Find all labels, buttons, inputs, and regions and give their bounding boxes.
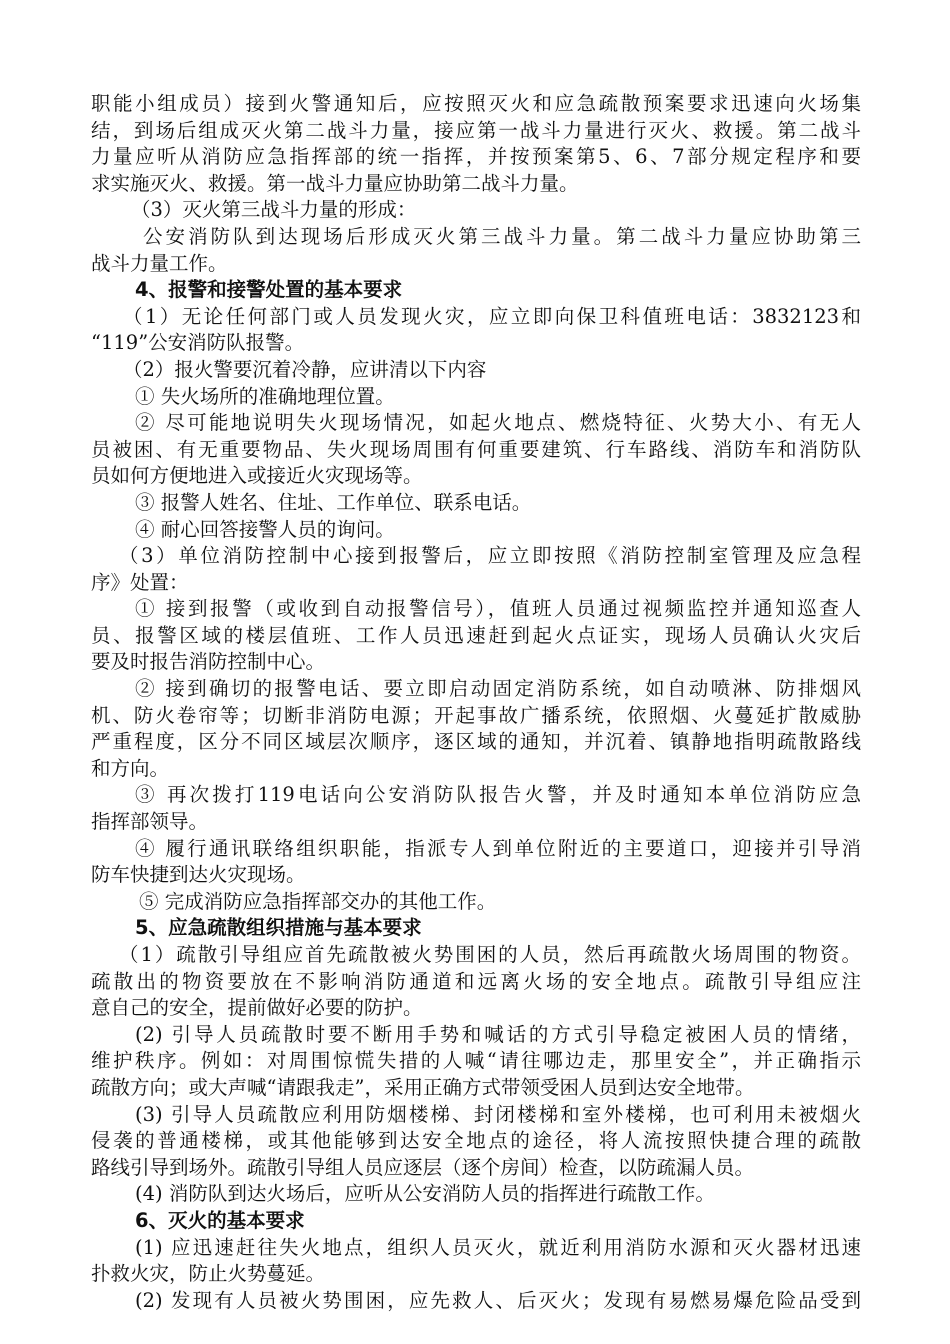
text-line: 严重程度，区分不同区域层次顺序，逐区域的通知，并沉着、镇静地指明疏散路线 (91, 730, 861, 754)
text-line: 员、报警区域的楼层值班、工作人员迅速赶到起火点证实，现场人员确认火灾后 (91, 623, 861, 647)
text-line: （2）报火警要沉着冷静，应讲清以下内容 (123, 357, 487, 381)
section-heading: 6、灭火的基本要求 (135, 1208, 305, 1232)
text-line: ③ 再次拨打119电话向公安消防队报告火警，并及时通知本单位消防应急 (135, 783, 861, 807)
text-line: 求实施灭火、救援。第一战斗力量应协助第二战斗力量。 (91, 171, 579, 195)
text-line: 职能小组成员）接到火警通知后，应按照灭火和应急疏散预案要求迅速向火场集 (91, 92, 861, 115)
text-line: （3）单位消防控制中心接到报警后，应立即按照《消防控制室管理及应急程 (119, 544, 861, 568)
text-line: ② 尽可能地说明失火现场情况，如起火地点、燃烧特征、火势大小、有无人 (135, 411, 861, 435)
section-heading: 5、应急疏散组织措施与基本要求 (135, 916, 422, 940)
text-line: “119”公安消防队报警。 (91, 331, 305, 355)
text-line: 维护秩序。例如：对周围惊慌失措的人喊“请往哪边走，那里安全”，并正确指示 (91, 1049, 861, 1073)
text-line: (2) 发现有人员被火势围困，应先救人、后灭火；发现有易燃易爆危险品受到 (135, 1288, 861, 1312)
text-line: (3) 引导人员疏散应利用防烟楼梯、封闭楼梯和室外楼梯，也可利用未被烟火 (135, 1102, 861, 1126)
text-line: ① 接到报警（或收到自动报警信号），值班人员通过视频监控并通知巡查人 (135, 597, 861, 621)
text-line: 力量应听从消防应急指挥部的统一指挥，并按预案第5、6、7部分规定程序和要 (91, 145, 861, 169)
text-line: (4) 消防队到达火场后，应听从公安消防人员的指挥进行疏散工作。 (135, 1182, 715, 1206)
text-line: ② 接到确切的报警电话、要立即启动固定消防系统，如自动喷淋、防排烟风 (135, 677, 861, 701)
text-line: ④ 耐心回答接警人员的询问。 (135, 517, 395, 541)
document-body (91, 91, 861, 1314)
text-line: 战斗力量工作。 (91, 251, 228, 275)
text-line: 员被困、有无重要物品、失火现场周围有何重要建筑、行车路线、消防车和消防队 (91, 437, 861, 461)
text-line: (1) 应迅速赶往失火地点，组织人员灭火，就近利用消防水源和灭火器材迅速 (135, 1235, 861, 1259)
text-line: (2) 引导人员疏散时要不断用手势和喊话的方式引导稳定被困人员的情绪， (135, 1022, 861, 1046)
text-line: （1）无论任何部门或人员发现火灾，应立即向保卫科值班电话：3832123和 (123, 304, 861, 328)
text-line: 机、防火卷帘等；切断非消防电源；开起事故广播系统，依照烟、火蔓延扩散威胁 (91, 703, 861, 727)
text-line: 扑救火灾，防止火势蔓延。 (91, 1262, 326, 1286)
text-line: 公安消防队到达现场后形成灭火第三战斗力量。第二战斗力量应协助第三 (143, 224, 861, 248)
text-line: 序》处置： (91, 570, 189, 594)
text-line: ⑤ 完成消防应急指挥部交办的其他工作。 (139, 889, 497, 913)
text-line: ③ 报警人姓名、住址、工作单位、联系电话。 (135, 490, 532, 514)
text-line: ④ 履行通讯联络组织职能，指派专人到单位附近的主要道口，迎接并引导消 (135, 836, 861, 860)
text-line: 指挥部领导。 (91, 810, 209, 834)
text-line: 意自己的安全，提前做好必要的防护。 (91, 996, 423, 1020)
text-line: 和方向。 (91, 756, 170, 780)
text-line: 路线引导到场外。疏散引导组人员应逐层（逐个房间）检查，以防疏漏人员。 (91, 1155, 755, 1179)
text-line: 结，到场后组成灭火第二战斗力量，接应第一战斗力量进行灭火、救援。第二战斗 (91, 118, 861, 142)
text-line: ① 失火场所的准确地理位置。 (135, 384, 395, 408)
section-heading: 4、报警和接警处置的基本要求 (135, 278, 403, 302)
text-line: 要及时报告消防控制中心。 (91, 650, 326, 674)
text-line: （3）灭火第三战斗力量的形成： (131, 198, 417, 222)
text-line: 防车快捷到达火灾现场。 (91, 863, 306, 887)
text-line: 侵袭的普通楼梯，或其他能够到达安全地点的途径，将人流按照快捷合理的疏散 (91, 1129, 861, 1153)
text-line: （1）疏散引导组应首先疏散被火势围困的人员，然后再疏散火场周围的物资。 (119, 943, 861, 966)
text-line: 疏散出的物资要放在不影响消防通道和远离火场的安全地点。疏散引导组应注 (91, 969, 861, 993)
text-line: 疏散方向；或大声喊“请跟我走”，采用正确方式带领受困人员到达安全地带。 (91, 1075, 755, 1099)
text-line: 员如何方便地进入或接近火灾现场等。 (91, 464, 423, 488)
